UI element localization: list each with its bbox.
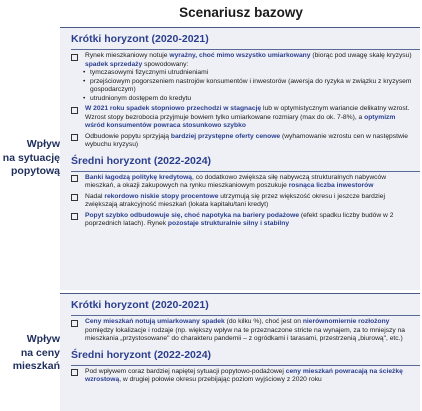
body-text: pomiędzy lokalizacje i rodzaje (np. większy wpływ na te przeznaczone stricte na wynajem, za to mniejszy na mieszkania „przystosowane" do charakteru pandemii – z ogródkami i tarasami, przestrzenią „biurową", etc.) — [85, 326, 406, 342]
divider — [71, 365, 420, 366]
price-panel — [60, 293, 420, 411]
body-text: Odbudowie popytu sprzyjają — [85, 132, 171, 140]
highlighted-text: W 2021 roku spadek stopniowo przechodzi w stagnację — [85, 105, 262, 112]
left-label-demand: Wpływ na sytuację popytową — [2, 138, 60, 177]
bullet-text — [85, 133, 408, 149]
checkbox-bullet-icon — [71, 194, 78, 201]
body-text: (wyhamowanie wzrostu cen w następstwie wybuchu kryzysu) — [85, 132, 408, 148]
bullet-item — [60, 212, 420, 229]
highlighted-text: bardziej przystępne oferty cenowe — [170, 132, 281, 140]
bullet-text — [85, 52, 412, 68]
bullet-item — [60, 368, 420, 385]
bullet-text — [85, 174, 386, 190]
checkbox-bullet-icon — [71, 369, 78, 376]
bullet-item — [60, 318, 420, 344]
body-text: , w drugiej połowie okresu przebijając poziom wyjściowy z 2020 roku — [119, 376, 322, 383]
divider — [71, 171, 420, 172]
checkbox-bullet-icon — [71, 134, 78, 141]
bullet-text — [85, 105, 409, 129]
checkbox-bullet-icon — [71, 213, 78, 220]
mid-horizon-title: Średni horyzont (2022-2024) — [71, 154, 212, 167]
body-text: (biorąc pod uwagę skalę kryzysu) — [310, 52, 412, 59]
body-text: Rynek mieszkaniowy notuje — [85, 52, 170, 59]
body-text: Pod wpływem coraz bardziej napiętej sytuacji popytowo-podażowej — [85, 367, 286, 375]
bullet-item — [60, 193, 420, 210]
highlighted-text: spadek sprzedaży — [85, 60, 143, 68]
short-horizon-title: Krótki horyzont (2020-2021) — [71, 299, 209, 311]
demand-panel — [60, 27, 420, 290]
sub-bullet: • przejściowym pogorszeniem nastrojów konsumentów i inwestorów (awersja do ryzyka w związku z kryzysem gospodarczym) — [83, 77, 412, 93]
bullet-text — [85, 318, 405, 342]
highlighted-text: Banki łagodzą politykę kredytową — [85, 173, 193, 181]
sub-bullet: • tymczasowymi fizycznymi utrudnieniami — [83, 69, 209, 76]
scenario-header: Scenariusz bazowy — [179, 5, 303, 20]
divider — [71, 49, 420, 50]
bullet-item — [60, 52, 420, 69]
highlighted-text: ceny mieszkań powracają na ścieżkę wzrostową — [85, 367, 403, 383]
body-text: spowodowany: — [142, 60, 189, 68]
checkbox-bullet-icon — [71, 54, 78, 61]
checkbox-bullet-icon — [71, 175, 78, 182]
body-text: lub w optymistycznym wariancie delikatny wzrost. Wzrost stopy bezrobocia przyjmuje bowiem tylko umiarkowane rozmiary (max do ok. 7-8%), a — [85, 105, 410, 121]
mid-horizon-title: Średni horyzont (2022-2024) — [71, 348, 212, 361]
body-text: Nadal — [85, 192, 105, 200]
highlighted-text: wyraźny, choć mimo wszystko umiarkowany — [169, 52, 311, 59]
body-text: (do kilku %), choć jest on — [224, 318, 303, 325]
highlighted-text: Popyt szybko odbudowuje się, choć napotyka na bariery podażowe — [85, 211, 300, 219]
highlighted-text: pozostaje strukturalnie silny i stabilny — [167, 220, 290, 227]
highlighted-text: nierównomiernie rozłożony — [302, 318, 390, 325]
divider — [71, 315, 420, 316]
highlighted-text: Ceny mieszkań notują umiarkowany spadek — [85, 318, 225, 325]
checkbox-bullet-icon — [71, 107, 78, 114]
bullet-text — [85, 212, 393, 228]
body-text: utrzymują się przez większość okresu i jeszcze bardziej zwiększają atrakcyjność mieszkań (lokata kapitału/tani kredyt) — [85, 192, 385, 208]
highlighted-text: optymizm wśród konsumentów powraca stosunkowo szybko — [85, 113, 396, 129]
body-text: , co dodatkowo zwiększa siłę nabywczą strukturalnych nabywców mieszkań, a okazji zakupowych na rynku mieszkaniowym poszukuje — [85, 173, 387, 189]
body-text: (efekt spadku liczby budów w 2 poprzednich latach). Rynek — [85, 211, 394, 227]
checkbox-bullet-icon — [71, 320, 78, 327]
highlighted-text: rekordowo niskie stopy procentowe — [104, 192, 219, 200]
left-label-prices: Wpływ na ceny mieszkań — [12, 333, 60, 372]
bullet-item — [60, 133, 420, 150]
bullet-text — [85, 193, 385, 209]
highlighted-text: rosnąca liczba inwestorów — [288, 182, 374, 189]
sub-bullet: • utrudnionym dostępem do kredytu — [83, 94, 192, 102]
bullet-text — [85, 368, 403, 384]
short-horizon-title: Krótki horyzont (2020-2021) — [71, 33, 209, 45]
bullet-item — [60, 174, 420, 191]
bullet-item — [60, 105, 420, 131]
